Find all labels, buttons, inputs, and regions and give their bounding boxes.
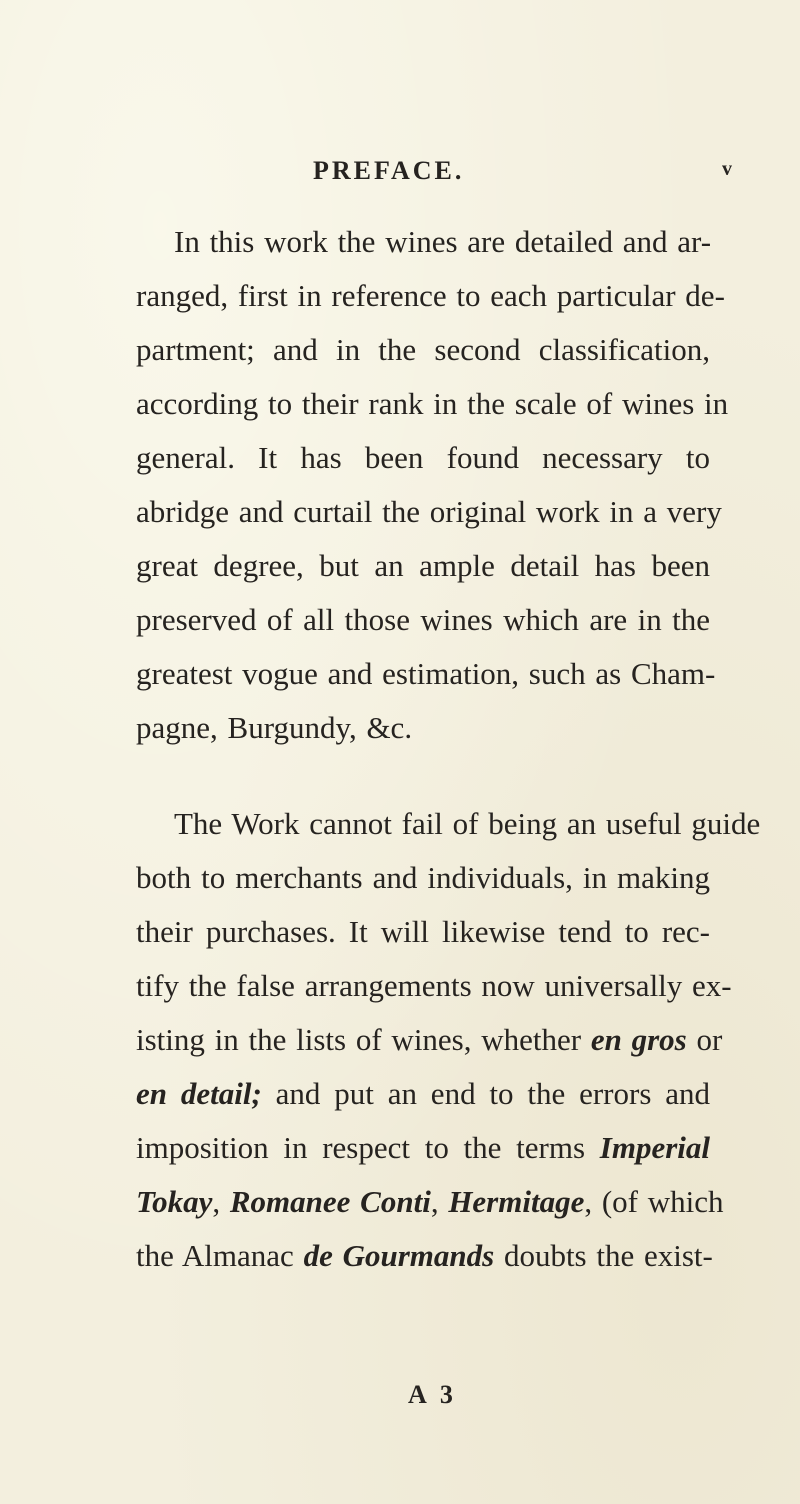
- text-span: or: [686, 1022, 723, 1057]
- italic-term: de Gourmands: [303, 1238, 495, 1273]
- italic-term: Imperial: [599, 1130, 710, 1165]
- text-line: pagne, Burgundy, &c.: [136, 710, 413, 745]
- text-span: doubts the exist-: [494, 1238, 713, 1273]
- text-line: abridge and curtail the original work in a very: [136, 494, 722, 529]
- text-line: [136, 1020, 723, 1060]
- text-span: imposition in respect to the terms: [136, 1130, 600, 1165]
- text-line: according to their rank in the scale of wines in: [136, 386, 729, 421]
- italic-term: Hermitage: [448, 1184, 585, 1219]
- text-line: partment; and in the second classification,: [136, 332, 710, 367]
- text-span: , (of which: [584, 1184, 724, 1219]
- text-line: In this work the wines are detailed and ar-: [174, 224, 712, 259]
- running-head: PREFACE.: [313, 156, 465, 185]
- text-line: ranged, first in reference to each particular de-: [136, 278, 725, 313]
- italic-term: en detail;: [136, 1076, 262, 1111]
- text-line: their purchases. It will likewise tend to rec-: [136, 914, 710, 949]
- signature-mark: A 3: [408, 1380, 457, 1409]
- text-line: great degree, but an ample detail has been: [136, 548, 710, 583]
- italic-term: en gros: [590, 1022, 687, 1057]
- text-line: tify the false arrangements now universally ex-: [136, 968, 732, 1003]
- text-line: [136, 1182, 724, 1222]
- text-span: and put an end to the errors and: [261, 1076, 711, 1111]
- page-number: v: [722, 158, 732, 180]
- text-span: ,: [430, 1184, 449, 1219]
- text-span: the Almanac: [136, 1238, 304, 1273]
- text-line: The Work cannot fail of being an useful guide: [174, 806, 761, 841]
- text-span: isting in the lists of wines, whether: [136, 1022, 591, 1057]
- text-line: both to merchants and individuals, in making: [136, 860, 710, 895]
- italic-term: Romanee Conti: [229, 1184, 431, 1219]
- text-span: ,: [212, 1184, 230, 1219]
- text-line: [136, 1128, 710, 1168]
- text-line: preserved of all those wines which are in the: [136, 602, 710, 637]
- text-line: greatest vogue and estimation, such as Cham-: [136, 656, 716, 691]
- text-line: general. It has been found necessary to: [136, 440, 710, 475]
- text-line: [136, 1236, 713, 1276]
- page-header: [0, 156, 800, 190]
- text-line: [136, 1074, 710, 1114]
- italic-term: Tokay: [136, 1184, 213, 1219]
